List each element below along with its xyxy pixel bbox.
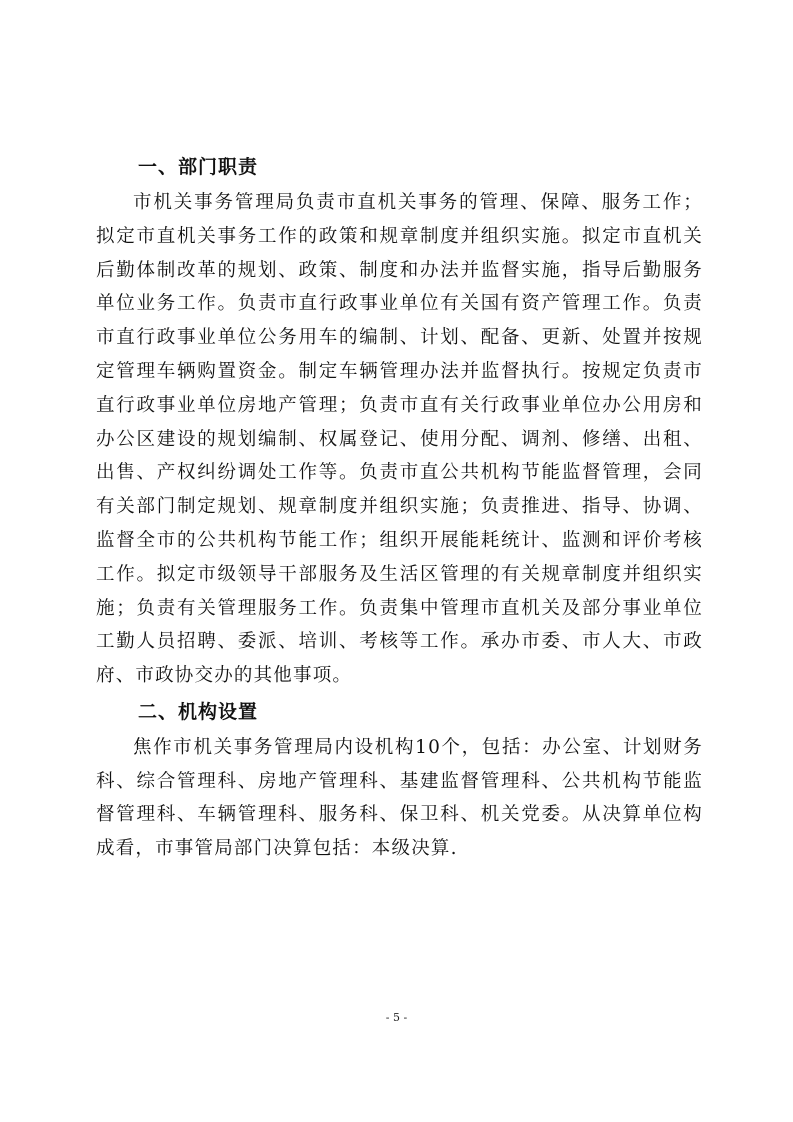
document-page bbox=[96, 148, 703, 865]
section-heading-duties: 一、部门职责 bbox=[138, 156, 259, 178]
page-number: - 5 - bbox=[385, 1011, 408, 1024]
paragraph-organization: 焦作市机关事务管理局内设机构10个，包括：办公室、计划财务科、综合管理科、房地产管理科、基建监督管理科、公共机构节能监督管理科、车辆管理科、服务科、保卫科、机关党委。从决算单位构成看，市事管局部门决算包括：本级决算. bbox=[96, 736, 703, 859]
paragraph-duties: 市机关事务管理局负责市直机关事务的管理、保障、服务工作；拟定市直机关事务工作的政策和规章制度并组织实施。拟定市直机关后勤体制改革的规划、政策、制度和办法并监督实施，指导后勤服务单位业务工作。负责市直行政事业单位有关国有资产管理工作。负责市直行政事业单位公务用车的编制、计划、配备、更新、处置并按规定管理车辆购置资金。制定车辆管理办法并监督执行。按规定负责市直行政事业单位房地产管理；负责市直有关行政事业单位办公用房和办公区建设的规划编制、权属登记、使用分配、调剂、修缮、出租、出售、产权纠纷调处工作等。负责市直公共机构节能监督管理，会同有关部门制定规划、规章制度并组织实施；负责推进、指导、协调、监督全市的公共机构节能工作；组织开展能耗统计、监测和评价考核工作。拟定市级领导干部服务及生活区管理的有关规章制度并组织实施；负责有关管理服务工作。负责集中管理市直机关及部分事业单位工勤人员招聘、委派、培训、考核等工作。承办市委、市人大、市政府、市政协交办的其他事项。 bbox=[96, 192, 703, 687]
section-heading-organization: 二、机构设置 bbox=[138, 700, 259, 723]
